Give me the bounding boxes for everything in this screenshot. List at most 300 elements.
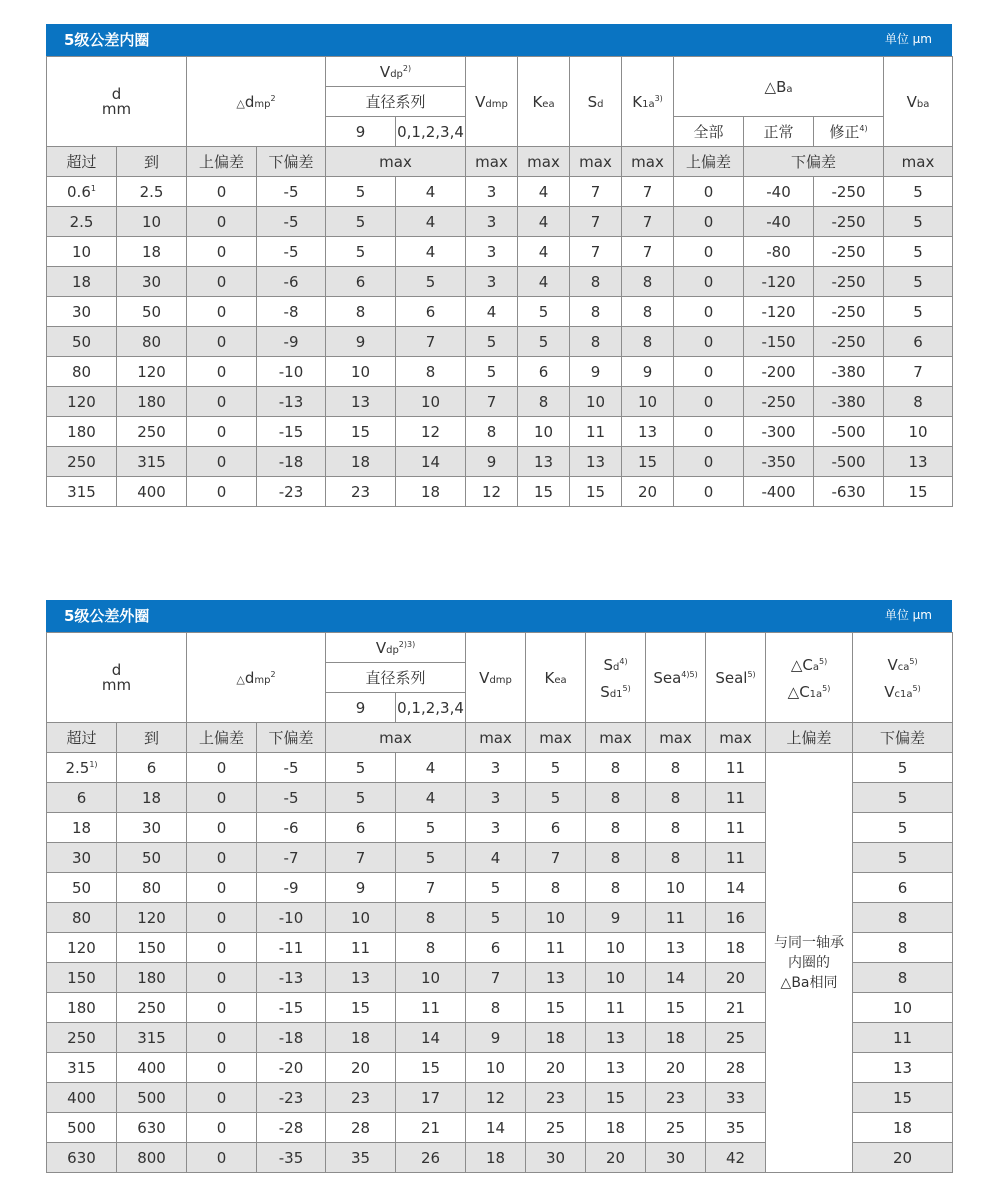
cell-vdmp: 9 (466, 447, 518, 477)
cell-sea: 8 (646, 753, 706, 783)
inner-h-vdmp (466, 57, 518, 147)
cell-sd: 8 (586, 873, 646, 903)
cell-over-value: 18 (71, 272, 92, 291)
inner-h-d (47, 57, 187, 147)
cell-to: 18 (117, 783, 187, 813)
cell-up: 0 (187, 297, 257, 327)
cell-up: 0 (187, 783, 257, 813)
cell-sd: 15 (586, 1083, 646, 1113)
inner-lab-ba-lower: 下偏差 (744, 147, 884, 177)
cell-sd: 8 (570, 267, 622, 297)
cell-sea: 30 (646, 1143, 706, 1173)
inner-h-normal: 正常 (744, 117, 814, 147)
cell-kea: 6 (526, 813, 586, 843)
cell-sd: 11 (570, 417, 622, 447)
cell-to: 315 (117, 1023, 187, 1053)
cell-kea: 4 (518, 207, 570, 237)
outer-h-dc1a-sup: 5) (822, 683, 831, 693)
outer-lab-vca-lower: 下偏差 (853, 723, 953, 753)
cell-vca: 20 (853, 1143, 953, 1173)
merged-note-cell: 与同一轴承内圈的△Ba相同 (766, 753, 853, 1173)
cell-over-value: 30 (71, 848, 92, 867)
cell-ba-up: 0 (674, 477, 744, 507)
cell-up: 0 (187, 387, 257, 417)
outer-h-dmp (187, 633, 326, 723)
inner-h-modified-label: 修正 (829, 123, 860, 141)
cell-kea: 10 (518, 417, 570, 447)
cell-low: -15 (257, 417, 326, 447)
cell-sd: 8 (570, 327, 622, 357)
outer-h-sd1-sup: 5) (622, 683, 631, 693)
cell-v9: 5 (326, 783, 396, 813)
cell-v9: 5 (326, 753, 396, 783)
outer-h-vdp-main: V (375, 638, 387, 657)
cell-v9: 35 (326, 1143, 396, 1173)
outer-lab-lower: 下偏差 (257, 723, 326, 753)
inner-h-vba-sub: ba (916, 98, 930, 110)
cell-v9: 10 (326, 357, 396, 387)
cell-v0: 10 (396, 387, 466, 417)
cell-seal: 25 (706, 1023, 766, 1053)
cell-sd: 10 (570, 387, 622, 417)
cell-vba: 8 (884, 387, 953, 417)
cell-vdmp: 3 (466, 177, 518, 207)
outer-h-mm-label: mm (101, 675, 132, 694)
outer-h-sd (586, 633, 646, 723)
cell-vca: 11 (853, 1023, 953, 1053)
cell-to: 400 (117, 1053, 187, 1083)
cell-up: 0 (187, 207, 257, 237)
cell-vba: 5 (884, 297, 953, 327)
cell-seal: 11 (706, 783, 766, 813)
cell-v0: 5 (396, 813, 466, 843)
outer-h-vdp-sup: 2)3) (398, 639, 416, 649)
outer-h-seal (706, 633, 766, 723)
cell-v9: 5 (326, 207, 396, 237)
cell-v0: 4 (396, 783, 466, 813)
cell-low: -5 (257, 783, 326, 813)
cell-sd: 9 (570, 357, 622, 387)
outer-h-dc1a-main: △C (787, 682, 810, 701)
outer-lab-over: 超过 (47, 723, 117, 753)
cell-seal: 11 (706, 753, 766, 783)
outer-h-dca-sub: a (812, 661, 819, 673)
cell-low: -23 (257, 1083, 326, 1113)
cell-over (47, 963, 117, 993)
cell-ba-norm: -400 (744, 477, 814, 507)
cell-sd: 18 (586, 1113, 646, 1143)
cell-over (47, 753, 117, 783)
cell-v0: 12 (396, 417, 466, 447)
inner-h-vdp (326, 57, 466, 87)
inner-h-dba-sub: a (786, 83, 793, 95)
inner-h-kea-main: K (532, 92, 543, 111)
outer-h-vca-sub: ca (897, 661, 910, 673)
cell-sd: 8 (586, 843, 646, 873)
cell-vba: 10 (884, 417, 953, 447)
outer-h-vca (853, 633, 953, 723)
cell-to: 80 (117, 873, 187, 903)
inner-h-vba-main: V (906, 92, 917, 111)
cell-vdmp: 3 (466, 207, 518, 237)
cell-kea: 4 (518, 177, 570, 207)
inner-h-dmp-sub: mp (254, 98, 271, 110)
cell-over-value: 2.5 (69, 212, 94, 231)
table-row (47, 387, 953, 417)
cell-v0: 18 (396, 477, 466, 507)
cell-v0: 4 (396, 207, 466, 237)
cell-to: 10 (117, 207, 187, 237)
cell-kea: 11 (526, 933, 586, 963)
inner-title-bar (46, 24, 952, 56)
cell-to: 50 (117, 297, 187, 327)
inner-lab-max-vdp: max (326, 147, 466, 177)
table-row (47, 447, 953, 477)
cell-sd: 15 (570, 477, 622, 507)
inner-h-modified-sup: 4) (859, 124, 868, 133)
cell-sd: 8 (570, 297, 622, 327)
cell-kea: 6 (518, 357, 570, 387)
outer-h-sd-main: S (603, 655, 613, 674)
cell-vca: 8 (853, 933, 953, 963)
inner-h-dmp (187, 57, 326, 147)
cell-v0: 8 (396, 933, 466, 963)
cell-ba-mod: -500 (814, 417, 884, 447)
outer-h-vdp (326, 633, 466, 663)
outer-lab-max-kea: max (526, 723, 586, 753)
cell-sd: 20 (586, 1143, 646, 1173)
cell-to: 50 (117, 843, 187, 873)
inner-h-sd-main: S (587, 92, 598, 111)
cell-v9: 13 (326, 963, 396, 993)
table-row (47, 267, 953, 297)
cell-v9: 28 (326, 1113, 396, 1143)
cell-up: 0 (187, 237, 257, 267)
inner-lab-over: 超过 (47, 147, 117, 177)
inner-h-k1a-sup: 3) (654, 93, 663, 103)
outer-h-sd-sup: 4) (619, 656, 628, 666)
cell-k1a: 7 (622, 177, 674, 207)
cell-sea: 8 (646, 783, 706, 813)
table-row (47, 207, 953, 237)
cell-ba-norm: -40 (744, 177, 814, 207)
cell-over (47, 267, 117, 297)
cell-up: 0 (187, 1023, 257, 1053)
cell-ba-norm: -200 (744, 357, 814, 387)
inner-h-dmp-tri: △ (236, 96, 245, 110)
inner-h-series-9: 9 (326, 117, 396, 147)
outer-lab-max-seal: max (706, 723, 766, 753)
cell-vdmp: 9 (466, 1023, 526, 1053)
cell-sea: 14 (646, 963, 706, 993)
outer-unit: 单位 μm (884, 608, 932, 622)
cell-v0: 11 (396, 993, 466, 1023)
cell-low: -11 (257, 933, 326, 963)
cell-low: -18 (257, 1023, 326, 1053)
cell-low: -23 (257, 477, 326, 507)
cell-over (47, 327, 117, 357)
cell-v9: 9 (326, 327, 396, 357)
outer-h-vdmp (466, 633, 526, 723)
outer-h-dca-line (766, 651, 852, 678)
cell-over (47, 177, 117, 207)
cell-ba-mod: -250 (814, 177, 884, 207)
cell-vdmp: 8 (466, 417, 518, 447)
outer-h-vdmp-main: V (479, 668, 490, 687)
cell-vdmp: 3 (466, 813, 526, 843)
cell-k1a: 10 (622, 387, 674, 417)
cell-over-value: 80 (71, 908, 92, 927)
cell-kea: 13 (518, 447, 570, 477)
cell-up: 0 (187, 963, 257, 993)
cell-sd: 9 (586, 903, 646, 933)
cell-over-value: 400 (67, 1088, 96, 1107)
cell-low: -20 (257, 1053, 326, 1083)
cell-to: 30 (117, 267, 187, 297)
cell-v9: 13 (326, 387, 396, 417)
cell-ba-mod: -250 (814, 327, 884, 357)
inner-h-modified (814, 117, 884, 147)
cell-seal: 21 (706, 993, 766, 1023)
cell-v0: 10 (396, 963, 466, 993)
cell-ba-mod: -500 (814, 447, 884, 477)
outer-h-kea-main: K (544, 668, 555, 687)
cell-v9: 5 (326, 237, 396, 267)
cell-v0: 4 (396, 753, 466, 783)
cell-up: 0 (187, 843, 257, 873)
outer-h-diam-series: 直径系列 (326, 663, 466, 693)
cell-low: -5 (257, 207, 326, 237)
cell-sd: 11 (586, 993, 646, 1023)
cell-over-value: 10 (71, 242, 92, 261)
table-row (47, 327, 953, 357)
cell-up: 0 (187, 1053, 257, 1083)
cell-over-value: 250 (67, 1028, 96, 1047)
inner-h-kea-sub: ea (542, 98, 555, 110)
inner-h-vdmp-main: V (475, 92, 486, 111)
cell-ba-mod: -250 (814, 297, 884, 327)
cell-sd: 13 (570, 447, 622, 477)
outer-lab-max-sea: max (646, 723, 706, 753)
inner-h-sd (570, 57, 622, 147)
outer-h-sd1-main: S (600, 682, 610, 701)
cell-sea: 15 (646, 993, 706, 1023)
outer-lab-max-vdmp: max (466, 723, 526, 753)
cell-over-value: 50 (71, 332, 92, 351)
cell-low: -15 (257, 993, 326, 1023)
outer-ring-section (46, 600, 952, 1173)
outer-h-sea-main: Sea (653, 668, 682, 687)
cell-to: 180 (117, 963, 187, 993)
cell-vca: 8 (853, 963, 953, 993)
cell-v0: 15 (396, 1053, 466, 1083)
cell-low: -10 (257, 903, 326, 933)
inner-h-dba-main: △B (764, 77, 787, 96)
cell-sea: 8 (646, 843, 706, 873)
inner-h-series-0: 0,1,2,3,4 (396, 117, 466, 147)
inner-title: 5级公差内圈 (64, 31, 150, 49)
cell-to: 18 (117, 237, 187, 267)
outer-h-dca-sup: 5) (819, 656, 828, 666)
cell-ba-up: 0 (674, 207, 744, 237)
cell-up: 0 (187, 933, 257, 963)
cell-to: 250 (117, 993, 187, 1023)
cell-up: 0 (187, 357, 257, 387)
inner-h-d-label: d (111, 84, 122, 103)
cell-over (47, 1083, 117, 1113)
cell-kea: 20 (526, 1053, 586, 1083)
cell-low: -18 (257, 447, 326, 477)
cell-ba-up: 0 (674, 267, 744, 297)
inner-lab-max-k1a: max (622, 147, 674, 177)
cell-ba-up: 0 (674, 447, 744, 477)
cell-k1a: 20 (622, 477, 674, 507)
cell-v0: 7 (396, 873, 466, 903)
cell-over (47, 417, 117, 447)
cell-over (47, 1023, 117, 1053)
table-row (47, 237, 953, 267)
inner-h-vdp-main: V (379, 62, 391, 81)
cell-vca: 5 (853, 843, 953, 873)
cell-seal: 11 (706, 813, 766, 843)
cell-over (47, 1053, 117, 1083)
cell-seal: 16 (706, 903, 766, 933)
cell-over (47, 933, 117, 963)
cell-vca: 13 (853, 1053, 953, 1083)
inner-h-vdmp-sub: dmp (485, 98, 508, 110)
inner-h-diam-series: 直径系列 (326, 87, 466, 117)
outer-h-vc1a-main: V (884, 682, 895, 701)
cell-to: 500 (117, 1083, 187, 1113)
cell-ba-mod: -250 (814, 207, 884, 237)
outer-h-seal-sup: 5) (747, 669, 756, 679)
cell-v0: 14 (396, 1023, 466, 1053)
cell-sd: 8 (586, 753, 646, 783)
cell-over (47, 843, 117, 873)
cell-vdmp: 4 (466, 297, 518, 327)
cell-vdmp: 10 (466, 1053, 526, 1083)
outer-title: 5级公差外圈 (64, 607, 150, 625)
inner-h-k1a (622, 57, 674, 147)
outer-tolerance-table (46, 632, 953, 1173)
cell-kea: 5 (526, 753, 586, 783)
cell-over-value: 120 (67, 938, 96, 957)
cell-v0: 5 (396, 267, 466, 297)
outer-h-dc1a-sub: 1a (809, 688, 823, 700)
cell-over (47, 993, 117, 1023)
inner-h-vdp-sup: 2) (402, 63, 412, 73)
cell-vdmp: 12 (466, 1083, 526, 1113)
cell-vdmp: 3 (466, 237, 518, 267)
cell-low: -7 (257, 843, 326, 873)
cell-v0: 4 (396, 237, 466, 267)
outer-h-series-9: 9 (326, 693, 396, 723)
cell-to: 630 (117, 1113, 187, 1143)
inner-h-dmp-main: d (244, 92, 255, 111)
cell-low: -9 (257, 873, 326, 903)
cell-over (47, 477, 117, 507)
cell-sea: 18 (646, 1023, 706, 1053)
cell-vca: 18 (853, 1113, 953, 1143)
cell-vca: 10 (853, 993, 953, 1023)
cell-over-value: 50 (71, 878, 92, 897)
outer-h-sd1-line (586, 678, 645, 705)
cell-to: 120 (117, 903, 187, 933)
inner-unit: 单位 μm (884, 32, 932, 46)
cell-v9: 18 (326, 1023, 396, 1053)
cell-vdmp: 5 (466, 873, 526, 903)
cell-vdmp: 3 (466, 267, 518, 297)
cell-sea: 25 (646, 1113, 706, 1143)
cell-low: -5 (257, 237, 326, 267)
inner-lab-upper: 上偏差 (187, 147, 257, 177)
cell-ba-norm: -120 (744, 297, 814, 327)
outer-h-vca-sup: 5) (909, 656, 918, 666)
cell-low: -10 (257, 357, 326, 387)
inner-h-dba (674, 57, 884, 117)
cell-sea: 11 (646, 903, 706, 933)
cell-over (47, 297, 117, 327)
cell-v0: 17 (396, 1083, 466, 1113)
outer-h-d (47, 633, 187, 723)
inner-lab-max-kea: max (518, 147, 570, 177)
outer-h-vca-line (853, 651, 952, 678)
cell-ba-mod: -380 (814, 357, 884, 387)
outer-h-dca-main: △C (790, 655, 813, 674)
cell-to: 2.5 (117, 177, 187, 207)
cell-kea: 30 (526, 1143, 586, 1173)
cell-v0: 8 (396, 903, 466, 933)
cell-kea: 13 (526, 963, 586, 993)
cell-vca: 5 (853, 783, 953, 813)
inner-lab-max-vba: max (884, 147, 953, 177)
cell-ba-norm: -120 (744, 267, 814, 297)
cell-to: 30 (117, 813, 187, 843)
table-row (47, 297, 953, 327)
cell-up: 0 (187, 1113, 257, 1143)
cell-over-value: 6 (76, 788, 87, 807)
cell-vca: 5 (853, 753, 953, 783)
cell-vdmp: 7 (466, 963, 526, 993)
cell-ba-mod: -380 (814, 387, 884, 417)
cell-up: 0 (187, 267, 257, 297)
cell-sea: 23 (646, 1083, 706, 1113)
inner-h-kea (518, 57, 570, 147)
cell-to: 800 (117, 1143, 187, 1173)
cell-kea: 15 (518, 477, 570, 507)
cell-over-value: 180 (67, 998, 96, 1017)
outer-h-kea-sub: ea (554, 674, 567, 686)
cell-vca: 6 (853, 873, 953, 903)
cell-kea: 4 (518, 267, 570, 297)
outer-h-vc1a-sup: 5) (912, 683, 921, 693)
cell-ba-up: 0 (674, 177, 744, 207)
cell-ba-norm: -80 (744, 237, 814, 267)
cell-vdmp: 5 (466, 327, 518, 357)
outer-h-vc1a-sub: c1a (894, 688, 913, 700)
cell-over-value: 250 (67, 452, 96, 471)
cell-ba-norm: -150 (744, 327, 814, 357)
outer-h-dca (766, 633, 853, 723)
cell-v9: 18 (326, 447, 396, 477)
cell-over-value: 180 (67, 422, 96, 441)
inner-h-k1a-main: K (632, 92, 643, 111)
cell-over-value: 630 (67, 1148, 96, 1167)
cell-v0: 4 (396, 177, 466, 207)
cell-up: 0 (187, 993, 257, 1023)
cell-up: 0 (187, 177, 257, 207)
cell-v0: 8 (396, 357, 466, 387)
